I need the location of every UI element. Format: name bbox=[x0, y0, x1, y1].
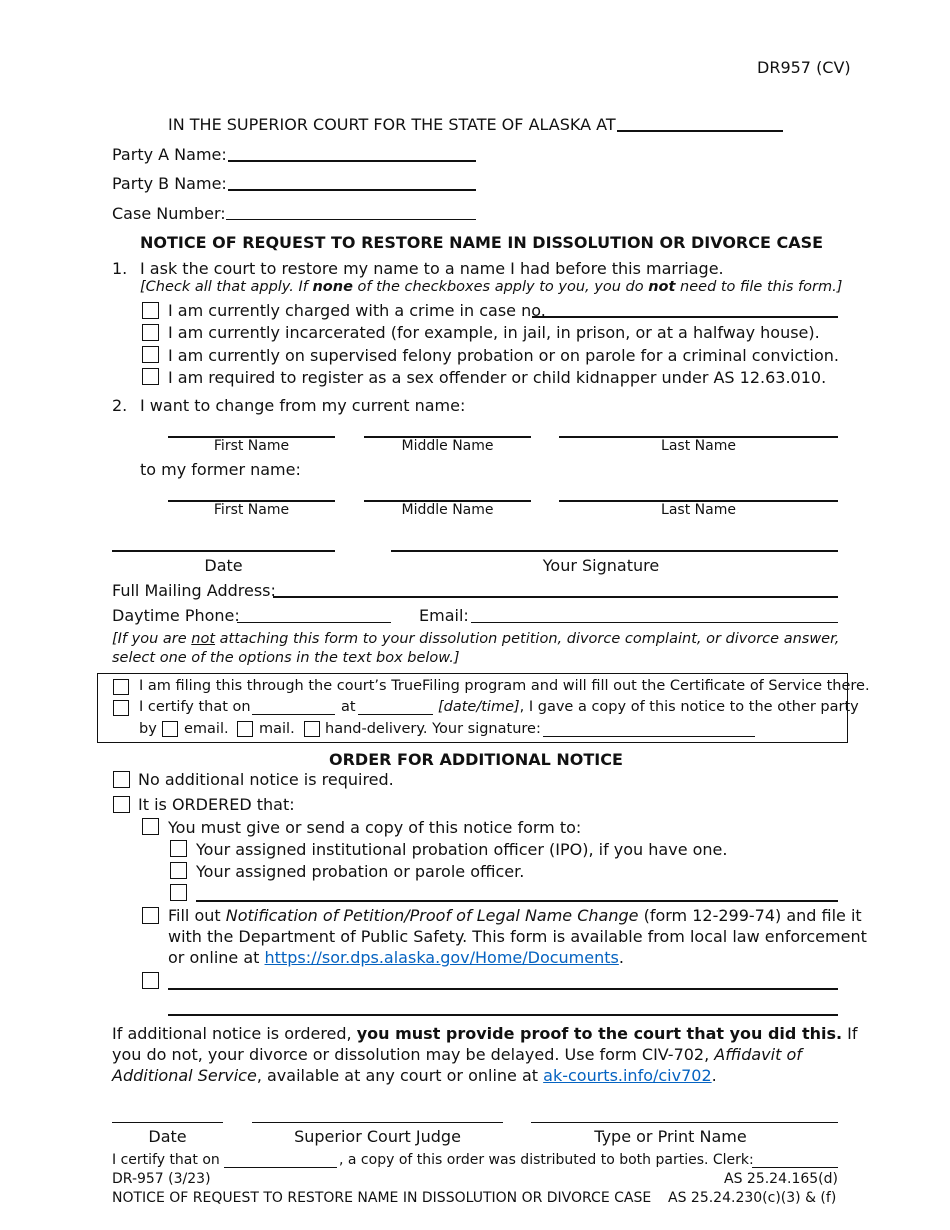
mail-delivery-label: mail. bbox=[259, 721, 295, 737]
current-middle-label: Middle Name bbox=[401, 438, 494, 454]
phone-field[interactable] bbox=[237, 622, 391, 623]
other-order-field-2[interactable] bbox=[168, 1014, 838, 1016]
former-first-label: First Name bbox=[213, 502, 290, 518]
other-order-checkbox[interactable] bbox=[142, 972, 159, 989]
phone-label: Daytime Phone: bbox=[112, 606, 240, 625]
email-delivery-checkbox[interactable] bbox=[162, 721, 178, 737]
proof-line2: you do not, your divorce or dissolution may be delayed. Use form CIV-702, Affidavit of bbox=[112, 1045, 802, 1064]
judge-date-label: Date bbox=[148, 1127, 187, 1146]
party-b-field[interactable] bbox=[228, 189, 476, 191]
court-location-field[interactable] bbox=[617, 130, 783, 132]
date-field[interactable] bbox=[112, 550, 335, 552]
give-copy-checkbox[interactable] bbox=[142, 818, 159, 835]
proof-line1: If additional notice is ordered, you must provide proof to the court that you did this. If bbox=[112, 1024, 858, 1043]
certify-at-label: at bbox=[341, 699, 356, 715]
dps-link[interactable]: https://sor.dps.alaska.gov/Home/Documents bbox=[264, 948, 619, 967]
email-label: Email: bbox=[419, 606, 469, 625]
footer-statute-2: AS 25.24.230(c)(3) & (f) bbox=[668, 1190, 837, 1206]
page-title: NOTICE OF REQUEST TO RESTORE NAME IN DISSOLUTION OR DIVORCE CASE bbox=[140, 233, 824, 252]
address-field[interactable] bbox=[273, 596, 838, 598]
footer-statute-1: AS 25.24.165(d) bbox=[724, 1171, 838, 1187]
civ702-link[interactable]: ak-courts.info/civ702 bbox=[543, 1066, 712, 1085]
probation-checkbox[interactable] bbox=[142, 346, 159, 363]
case-number-label: Case Number: bbox=[112, 204, 226, 223]
ipo-label: Your assigned institutional probation officer (IPO), if you have one. bbox=[196, 840, 728, 859]
former-middle-label: Middle Name bbox=[401, 502, 494, 518]
signature-label: Your Signature bbox=[542, 556, 660, 575]
other-recipient-field[interactable] bbox=[196, 900, 838, 902]
ipo-checkbox[interactable] bbox=[170, 840, 187, 857]
sex-offender-checkbox[interactable] bbox=[142, 368, 159, 385]
sex-offender-label: I am required to register as a sex offender or child kidnapper under AS 12.63.010. bbox=[168, 368, 827, 387]
certify-label: I certify that on bbox=[139, 699, 251, 715]
clerk-date-field[interactable] bbox=[224, 1167, 337, 1168]
case-no-field[interactable] bbox=[532, 316, 838, 318]
other-recipient-checkbox[interactable] bbox=[170, 884, 187, 901]
no-notice-label: No additional notice is required. bbox=[138, 770, 394, 789]
date-label: Date bbox=[204, 556, 243, 575]
attach-note-line1: [If you are not attaching this form to your dissolution petition, divorce complaint, or divorce answer, bbox=[112, 631, 840, 647]
charged-checkbox[interactable] bbox=[142, 302, 159, 319]
footer-title: NOTICE OF REQUEST TO RESTORE NAME IN DISSOLUTION OR DIVORCE CASE bbox=[112, 1190, 652, 1206]
truefiling-checkbox[interactable] bbox=[113, 679, 129, 695]
other-order-field-1[interactable] bbox=[168, 988, 838, 990]
clerk-certify-rest: , a copy of this order was distributed to both parties. Clerk: bbox=[339, 1152, 754, 1168]
clerk-certify-label: I certify that on bbox=[112, 1152, 220, 1168]
ordered-label: It is ORDERED that: bbox=[138, 795, 295, 814]
service-signature-field[interactable] bbox=[543, 736, 755, 737]
judge-date-field[interactable] bbox=[112, 1122, 223, 1123]
order-title: ORDER FOR ADDITIONAL NOTICE bbox=[329, 750, 623, 769]
probation-label: I am currently on supervised felony probation or on parole for a criminal conviction. bbox=[168, 346, 839, 365]
certify-time-field[interactable] bbox=[358, 714, 433, 715]
address-label: Full Mailing Address: bbox=[112, 581, 276, 600]
incarcerated-checkbox[interactable] bbox=[142, 324, 159, 341]
case-number-field[interactable] bbox=[226, 219, 476, 220]
hand-delivery-label: hand-delivery. Your signature: bbox=[325, 721, 541, 737]
no-notice-checkbox[interactable] bbox=[113, 771, 130, 788]
footer-form-number: DR-957 (3/23) bbox=[112, 1171, 211, 1187]
certify-rest: [date/time], I gave a copy of this notice to the other party bbox=[438, 699, 859, 715]
party-b-label: Party B Name: bbox=[112, 174, 227, 193]
item2-number: 2. bbox=[112, 396, 128, 415]
hand-delivery-checkbox[interactable] bbox=[304, 721, 320, 737]
by-label: by bbox=[139, 721, 157, 737]
judge-name-label: Type or Print Name bbox=[594, 1127, 747, 1146]
truefiling-label: I am filing this through the court’s TrueFiling program and will fill out the Certificate of Service there. bbox=[139, 678, 870, 694]
fill-out-checkbox[interactable] bbox=[142, 907, 159, 924]
item1-text: I ask the court to restore my name to a name I had before this marriage. bbox=[140, 259, 724, 278]
incarcerated-label: I am currently incarcerated (for example, in jail, in prison, or at a halfway house). bbox=[168, 323, 820, 342]
item1-instruction: [Check all that apply. If none of the checkboxes apply to you, you do not need to file this form.] bbox=[140, 279, 843, 295]
certify-date-field[interactable] bbox=[252, 714, 335, 715]
proof-line3: Additional Service, available at any court or online at ak-courts.info/civ702. bbox=[112, 1066, 717, 1085]
party-a-field[interactable] bbox=[228, 160, 476, 162]
give-copy-label: You must give or send a copy of this notice form to: bbox=[168, 818, 582, 837]
court-heading: IN THE SUPERIOR COURT FOR THE STATE OF ALASKA AT bbox=[168, 115, 616, 134]
party-a-label: Party A Name: bbox=[112, 145, 227, 164]
mail-delivery-checkbox[interactable] bbox=[237, 721, 253, 737]
clerk-field[interactable] bbox=[752, 1167, 838, 1168]
fill-out-line2: with the Department of Public Safety. This form is available from local law enforcement bbox=[168, 927, 867, 946]
former-last-label: Last Name bbox=[661, 502, 736, 518]
former-name-text: to my former name: bbox=[140, 460, 301, 479]
current-last-label: Last Name bbox=[661, 438, 736, 454]
email-delivery-label: email. bbox=[184, 721, 229, 737]
fill-out-line1: Fill out Notification of Petition/Proof of Legal Name Change (form 12-299-74) and file it bbox=[168, 906, 862, 925]
attach-note-line2: select one of the options in the text box below.] bbox=[112, 650, 460, 666]
certify-checkbox[interactable] bbox=[113, 700, 129, 716]
probation-officer-checkbox[interactable] bbox=[170, 862, 187, 879]
email-field[interactable] bbox=[471, 622, 838, 623]
form-id: DR957 (CV) bbox=[757, 58, 851, 77]
fill-out-line3: or online at https://sor.dps.alaska.gov/Home/Documents. bbox=[168, 948, 624, 967]
current-first-label: First Name bbox=[213, 438, 290, 454]
item2-text: I want to change from my current name: bbox=[140, 396, 466, 415]
judge-label: Superior Court Judge bbox=[294, 1127, 461, 1146]
probation-officer-label: Your assigned probation or parole officer. bbox=[196, 862, 525, 881]
item1-number: 1. bbox=[112, 259, 128, 278]
signature-field[interactable] bbox=[391, 550, 838, 552]
judge-signature-field[interactable] bbox=[252, 1122, 503, 1123]
judge-name-field[interactable] bbox=[531, 1122, 838, 1123]
charged-label: I am currently charged with a crime in case no. bbox=[168, 301, 546, 320]
ordered-checkbox[interactable] bbox=[113, 796, 130, 813]
